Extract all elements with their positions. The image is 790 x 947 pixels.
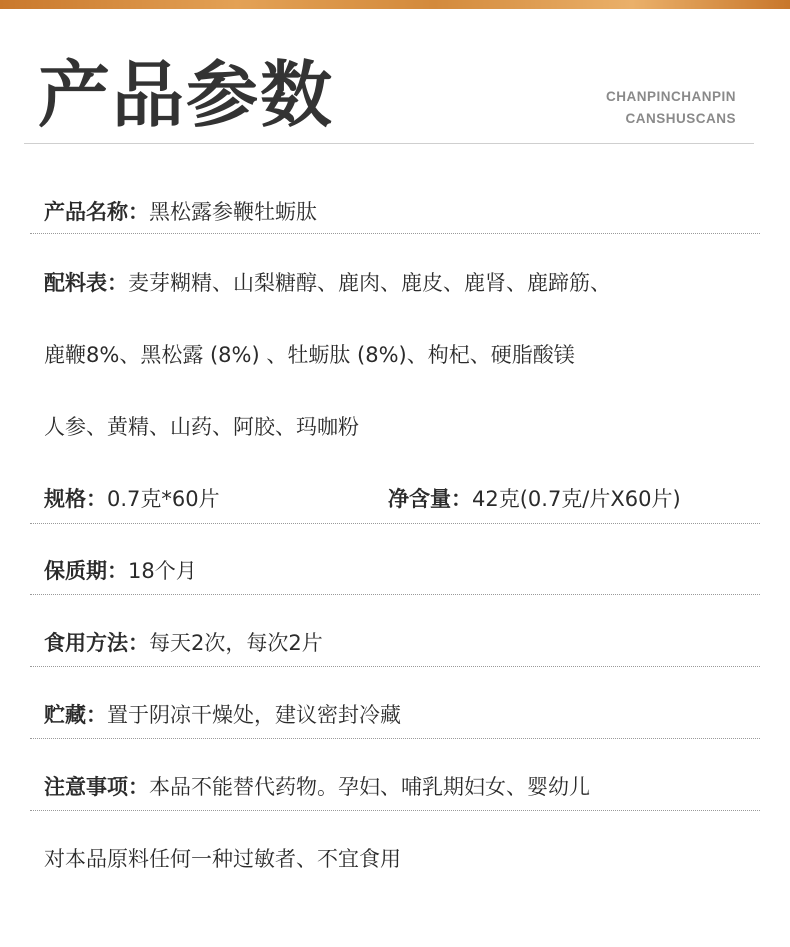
- section-header: [0, 0, 790, 146]
- pinyin-subtitle-line-1: CHANPINCHANPIN: [605, 89, 736, 104]
- dotted-divider: [30, 233, 760, 234]
- product-name-label: 产品名称：: [44, 200, 149, 224]
- notice-line-1: 本品不能替代药物。孕妇、哺乳期妇女、婴幼儿: [149, 775, 590, 799]
- spec-label: 规格：: [44, 487, 107, 511]
- notice-label: 注意事项：: [44, 775, 149, 799]
- net-content-value: 42克(0.7克/片X60片): [472, 487, 681, 511]
- dotted-divider: [30, 666, 760, 667]
- storage-label: 贮藏：: [44, 703, 107, 727]
- shelf-life-value: 18个月: [128, 559, 197, 583]
- ingredients-line-2: 鹿鞭8%、黑松露 (8%) 、牡蛎肽 (8%)、枸杞、硬脂酸镁: [44, 343, 575, 367]
- param-row-storage: [44, 700, 401, 730]
- net-content-label: 净含量：: [388, 487, 472, 511]
- dotted-divider: [30, 523, 760, 524]
- param-row-product-name: [44, 197, 317, 227]
- param-row-shelf-life: [44, 556, 197, 586]
- ingredients-line-1: 麦芽糊精、山梨糖醇、鹿肉、鹿皮、鹿肾、鹿蹄筋、: [128, 271, 611, 295]
- product-name-value: 黑松露参鞭牡蛎肽: [149, 200, 317, 224]
- usage-value: 每天2次，每次2片: [149, 631, 323, 655]
- param-row-ingredients: [44, 268, 611, 298]
- header-divider: [24, 143, 754, 144]
- pinyin-subtitle-line-2: CANSHUSCANS: [625, 111, 736, 126]
- dotted-divider: [30, 810, 760, 811]
- dotted-divider: [30, 738, 760, 739]
- dotted-divider: [30, 594, 760, 595]
- page-title: 产品参数: [38, 53, 335, 137]
- ingredients-label: 配料表：: [44, 271, 128, 295]
- spec-value: 0.7克*60片: [107, 487, 220, 511]
- param-row-net-content: [388, 484, 681, 514]
- param-row-usage: [44, 628, 323, 658]
- ingredients-line-3: 人参、黄精、山药、阿胶、玛咖粉: [44, 415, 359, 439]
- pinyin-subtitle: [606, 86, 736, 130]
- param-row-spec: [44, 484, 220, 514]
- notice-line-2: 对本品原料任何一种过敏者、不宜食用: [44, 847, 401, 871]
- shelf-life-label: 保质期：: [44, 559, 128, 583]
- param-row-notice: [44, 772, 590, 802]
- storage-value: 置于阴凉干燥处，建议密封冷藏: [107, 703, 401, 727]
- usage-label: 食用方法：: [44, 631, 149, 655]
